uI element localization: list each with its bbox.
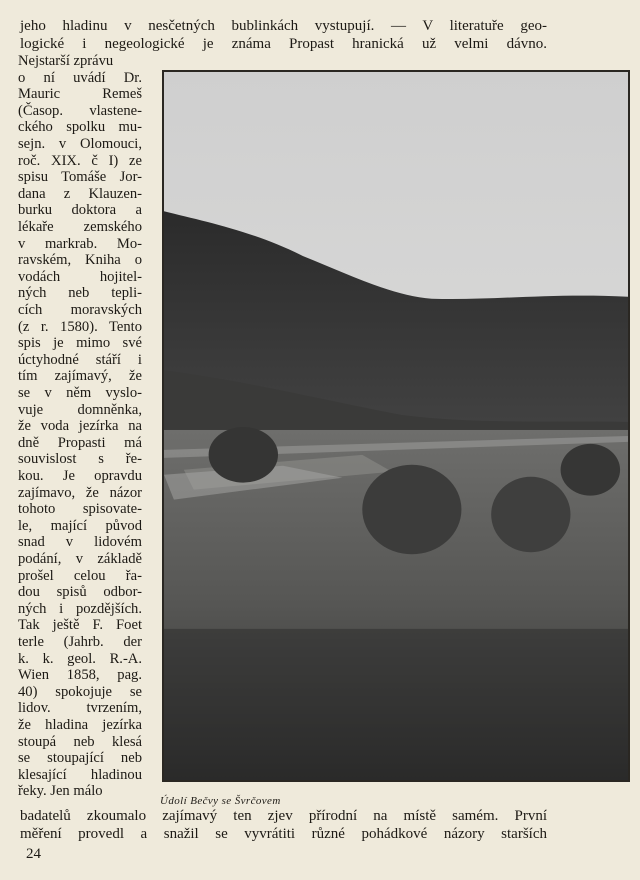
column-text-line: cích moravských xyxy=(18,302,142,318)
column-text-line: úctyhodné stáří i xyxy=(18,351,142,368)
column-text-line: dana z Klauzen- xyxy=(18,185,142,202)
column-text-line: vuje domněnka, xyxy=(18,401,142,418)
column-text-line: 40) spokojuje se xyxy=(18,683,142,700)
column-text-line: zajímavo, že názor xyxy=(18,484,142,501)
column-text-line: v markrab. Mo- xyxy=(18,235,142,252)
valley-photo-illustration xyxy=(164,72,628,780)
column-text-line: roč. XIX. č I) ze xyxy=(18,152,142,169)
column-text-line: prošel celou řa- xyxy=(18,567,142,584)
column-text-line: kou. Je opravdu xyxy=(18,468,142,484)
column-text-line: stoupá neb klesá xyxy=(18,733,142,750)
column-text-line: vodách hojitel- xyxy=(18,268,142,285)
column-text-line: se v něm vyslo- xyxy=(18,385,142,401)
page-number: 24 xyxy=(26,846,41,862)
column-text-line: ravském, Kniha o xyxy=(18,252,142,269)
column-text-line: ckého spolku mu- xyxy=(18,119,142,136)
column-text-line: o ní uvádí Dr. xyxy=(18,69,142,86)
column-text-line: že voda jezírka na xyxy=(18,418,142,435)
column-text-line: se stoupající neb xyxy=(18,750,142,767)
column-text-line: Nejstarší zprávu xyxy=(18,53,114,69)
text-line: jeho hladinu v nesčetných bublinkách vystupují. — V literatuře geo- xyxy=(20,18,547,34)
text-line: měření provedl a snažil se vyvrátiti různé pohádkové názory starších xyxy=(20,826,547,842)
column-text-line: dně Propasti má xyxy=(18,434,142,451)
column-text-line: klesající hladinou xyxy=(18,766,142,783)
column-text-line: k. k. geol. R.-A. xyxy=(18,650,142,667)
photo-caption: Údolí Bečvy se Švrčovem xyxy=(160,795,281,807)
column-text-line: podání, v základě xyxy=(18,551,142,567)
column-text-line: spisu Tomáše Jor- xyxy=(18,169,142,186)
column-text-line: (Časop. vlastene- xyxy=(18,102,142,119)
column-text-line: tohoto spisovate- xyxy=(18,501,142,518)
column-text-line: dou spisů odbor- xyxy=(18,584,142,601)
column-text-line: že hladina jezírka xyxy=(18,717,142,733)
column-text-line: snad v lidovém xyxy=(18,534,142,551)
text-line: badatelů zkoumalo zajímavý ten zjev přírodní na místě samém. První xyxy=(20,808,547,824)
column-text-line: burku doktora a xyxy=(18,202,142,219)
column-text-line: Wien 1858, pag. xyxy=(18,667,142,684)
column-text-line: le, mající původ xyxy=(18,517,142,534)
column-text-line: lékaře zemského xyxy=(18,219,142,235)
column-text-line: sejn. v Olomouci, xyxy=(18,136,142,152)
text-line: logické i negeologické je známa Propast hranická už velmi dávno. xyxy=(20,36,547,52)
column-text-line: Tak ještě F. Foet xyxy=(18,617,142,634)
column-text-line: terle (Jahrb. der xyxy=(18,634,142,650)
column-text-line: lidov. tvrzením, xyxy=(18,700,142,717)
column-text-line: souvislost s ře- xyxy=(18,451,142,468)
column-text-line: řeky. Jen málo xyxy=(18,783,103,800)
column-text-line: Mauric Remeš xyxy=(18,86,142,103)
column-text-line: spis je mimo své xyxy=(18,335,142,352)
column-text-line: tím zajímavý, že xyxy=(18,368,142,385)
landscape-photo xyxy=(162,70,630,782)
column-text-line: ných i pozdějších. xyxy=(18,600,142,617)
column-text-line: ných neb tepli- xyxy=(18,285,142,302)
column-text-line: (z r. 1580). Tento xyxy=(18,318,142,335)
